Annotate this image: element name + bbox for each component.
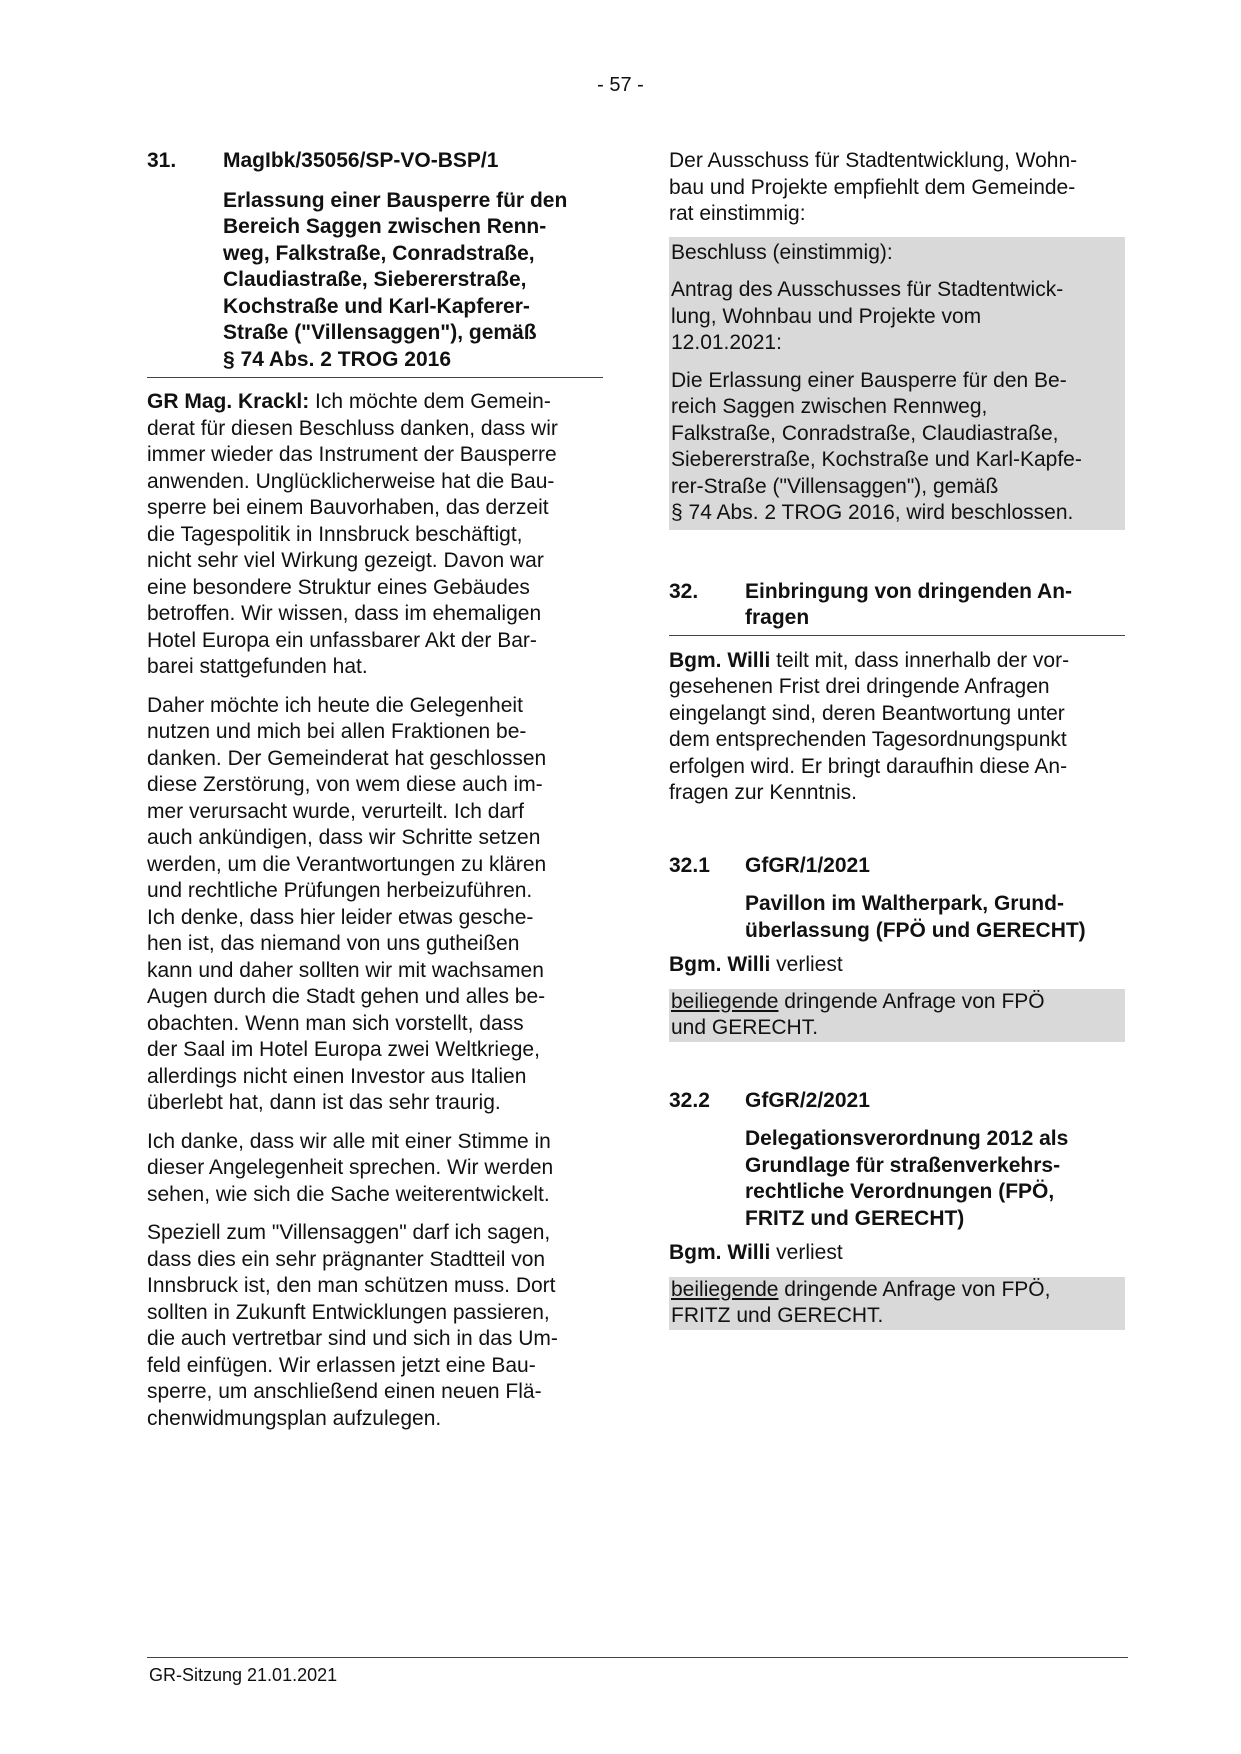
motion-text — [671, 277, 1123, 357]
footer-divider — [147, 1657, 1128, 1658]
item-32-2-inquiry-box — [669, 1277, 1125, 1330]
text-line: immer wieder das Instrument der Bausperre — [147, 443, 557, 466]
text-line: chenwidmungsplan aufzulegen. — [147, 1406, 442, 1430]
text-line: Innsbruck ist, den man schützen muss. Dort — [147, 1274, 556, 1297]
resolution-box — [669, 237, 1125, 530]
speech-paragraph-3 — [147, 1129, 603, 1209]
text-line: nutzen und mich bei allen Fraktionen be- — [147, 720, 527, 743]
text-line: anwenden. Unglücklicherweise hat die Bau- — [147, 469, 555, 493]
text-line: dringende Anfrage von FPÖ — [778, 989, 1045, 1013]
decision-text — [671, 368, 1123, 527]
item-32-1-heading — [669, 853, 1125, 880]
text-line: überlebt hat, dann ist das sehr traurig. — [147, 1091, 501, 1114]
title-line: § 74 Abs. 2 TROG 2016 — [223, 347, 451, 371]
text-line: sperre bei einem Bauvorhaben, das derzeit — [147, 496, 549, 519]
text-line: obachten. Wenn man sich vorstellt, dass — [147, 1011, 524, 1035]
text-line: barei stattgefunden hat. — [147, 655, 368, 678]
text-line: derat für diesen Beschluss danken, dass wir — [147, 416, 558, 440]
text-line: teilt mit, dass innerhalb der vor- — [770, 648, 1070, 672]
text-line: Die Erlassung einer Bausperre für den Be- — [671, 368, 1067, 392]
inquiry-text — [671, 1277, 1123, 1330]
item-32-1-number: 32.1 — [669, 853, 710, 877]
item-31-number: 31. — [147, 149, 177, 172]
text-line: sollten in Zukunft Entwicklungen passieren, — [147, 1300, 550, 1324]
text-line: Daher möchte ich heute die Gelegenheit — [147, 693, 523, 717]
speaker-name: Bgm. Willi — [669, 953, 771, 976]
item-32-2-title — [669, 1126, 1125, 1232]
title-line: Grundlage für straßenverkehrs- — [745, 1153, 1061, 1177]
title-line: Bereich Saggen zwischen Renn- — [223, 215, 547, 238]
text-line: danken. Der Gemeinderat hat geschlossen — [147, 746, 547, 770]
text-line: Siebererstraße, Kochstraße und Karl-Kapfe- — [671, 448, 1082, 471]
text-line: kann und daher sollten wir mit wachsamen — [147, 958, 544, 982]
title-line: überlassung (FPÖ und GERECHT) — [745, 918, 1086, 942]
item-32-heading — [669, 579, 1125, 636]
text-line: dieser Angelegenheit sprechen. Wir werden — [147, 1156, 554, 1179]
item-32-2-code: GfGR/2/2021 — [745, 1088, 870, 1112]
title-line: Claudiastraße, Siebererstraße, — [223, 268, 527, 291]
text-line: diese Zerstörung, von wem diese auch im- — [147, 773, 543, 796]
text-line: werden, um die Verantwortungen zu klären — [147, 852, 547, 876]
resolution-label: Beschluss (einstimmig): — [671, 240, 893, 264]
text-line: hen ist, das niemand von uns gutheißen — [147, 932, 520, 955]
text-line: die auch vertretbar sind und sich in das Um- — [147, 1327, 558, 1350]
title-line: Kochstraße und Karl-Kapferer- — [223, 294, 530, 318]
text-line: Ich möchte dem Gemein- — [309, 390, 551, 413]
item-31-heading — [147, 148, 603, 175]
page-number: - 57 - — [597, 74, 644, 96]
text-line: Hotel Europa ein unfassbarer Akt der Bar- — [147, 628, 537, 652]
left-column — [147, 148, 603, 1432]
text-line: auch ankündigen, dass wir Schritte setzen — [147, 826, 541, 849]
text-line: FRITZ und GERECHT. — [671, 1304, 884, 1327]
item-32-1-reads — [669, 952, 1125, 979]
text-line: rat einstimmig: — [669, 202, 806, 225]
title-line: FRITZ und GERECHT) — [745, 1206, 965, 1230]
text-line: gesehenen Frist drei dringende Anfragen — [669, 675, 1050, 698]
attachment-link[interactable]: beiliegende — [671, 1277, 779, 1301]
inquiry-text — [671, 989, 1123, 1042]
title-line: Straße ("Villensaggen"), gemäß — [223, 321, 537, 344]
text-line: dringende Anfrage von FPÖ, — [778, 1277, 1051, 1301]
text-line: Ich danke, dass wir alle mit einer Stimme in — [147, 1129, 551, 1153]
text-line: 12.01.2021: — [671, 331, 782, 354]
item-31-title — [147, 188, 603, 379]
text-line: feld einfügen. Wir erlassen jetzt eine Bau- — [147, 1353, 536, 1377]
text-line: und GERECHT. — [671, 1016, 819, 1039]
title-line: fragen — [745, 606, 810, 629]
item-32-paragraph — [669, 648, 1125, 807]
text-line: reich Saggen zwischen Rennweg, — [671, 395, 988, 418]
text-line: betroffen. Wir wissen, dass im ehemaligen — [147, 602, 542, 625]
text-line: rer-Straße ("Villensaggen"), gemäß — [671, 474, 999, 498]
item-32-2-reads — [669, 1240, 1125, 1267]
text-line: allerdings nicht einen Investor aus Italien — [147, 1064, 527, 1088]
attachment-link[interactable]: beiliegende — [671, 989, 779, 1013]
title-line: Pavillon im Waltherpark, Grund- — [745, 892, 1064, 915]
item-31-code: MagIbk/35056/SP-VO-BSP/1 — [223, 149, 499, 172]
item-32-number: 32. — [669, 579, 699, 603]
speech-paragraph-4 — [147, 1220, 603, 1432]
speaker-name: GR Mag. Krackl: — [147, 390, 310, 413]
item-32-2-number: 32.2 — [669, 1088, 710, 1112]
text-line: sehen, wie sich die Sache weiterentwickelt. — [147, 1182, 550, 1206]
speaker-name: Bgm. Willi — [669, 1241, 771, 1264]
speech-paragraph-1 — [147, 389, 603, 681]
item-32-2-heading — [669, 1088, 1125, 1115]
title-line: Einbringung von dringenden An- — [745, 579, 1073, 603]
text-line: mer verursacht wurde, verurteilt. Ich darf — [147, 799, 524, 823]
right-column — [669, 148, 1125, 1330]
title-line: Erlassung einer Bausperre für den — [223, 188, 568, 212]
text-line: sperre, um anschließend einen neuen Flä- — [147, 1380, 542, 1403]
title-line: Delegationsverordnung 2012 als — [745, 1127, 1069, 1150]
text-line: § 74 Abs. 2 TROG 2016, wird beschlossen. — [671, 501, 1074, 524]
verb: verliest — [770, 1241, 843, 1264]
text-line: nicht sehr viel Wirkung gezeigt. Davon war — [147, 549, 544, 572]
text-line: lung, Wohnbau und Projekte vom — [671, 304, 982, 328]
title-line: weg, Falkstraße, Conradstraße, — [223, 241, 535, 265]
speech-paragraph-2 — [147, 693, 603, 1117]
text-line: der Saal im Hotel Europa zwei Weltkriege, — [147, 1038, 540, 1061]
text-line: eingelangt sind, deren Beantwortung unter — [669, 701, 1065, 725]
text-line: Augen durch die Stadt gehen und alles be- — [147, 985, 546, 1008]
committee-intro — [669, 148, 1125, 228]
text-line: eine besondere Struktur eines Gebäudes — [147, 575, 530, 599]
text-line: Falkstraße, Conradstraße, Claudiastraße, — [671, 421, 1059, 445]
verb: verliest — [770, 953, 843, 976]
speaker-name: Bgm. Willi — [669, 648, 771, 672]
text-line: Antrag des Ausschusses für Stadtentwick- — [671, 278, 1064, 301]
text-line: Speziell zum "Villensaggen" darf ich sagen, — [147, 1221, 551, 1244]
item-32-title — [745, 579, 1125, 632]
text-line: erfolgen wird. Er bringt daraufhin diese An- — [669, 754, 1068, 778]
item-32-1-title — [669, 891, 1125, 944]
title-line: rechtliche Verordnungen (FPÖ, — [745, 1180, 1055, 1203]
text-line: dem entsprechenden Tagesordnungspunkt — [669, 728, 1067, 751]
item-32-1-code: GfGR/1/2021 — [745, 853, 870, 877]
item-32-1-inquiry-box — [669, 989, 1125, 1042]
text-line: Ich denke, dass hier leider etwas gesche- — [147, 905, 534, 929]
text-line: dass dies ein sehr prägnanter Stadtteil von — [147, 1247, 546, 1271]
text-line: Der Ausschuss für Stadtentwicklung, Wohn- — [669, 149, 1078, 172]
text-line: bau und Projekte empfiehlt dem Gemeinde- — [669, 175, 1076, 199]
text-line: die Tagespolitik in Innsbruck beschäftigt, — [147, 522, 523, 546]
footer-session-date: GR-Sitzung 21.01.2021 — [149, 1665, 338, 1685]
text-line: fragen zur Kenntnis. — [669, 781, 857, 804]
text-line: und rechtliche Prüfungen herbeizuführen. — [147, 879, 533, 902]
